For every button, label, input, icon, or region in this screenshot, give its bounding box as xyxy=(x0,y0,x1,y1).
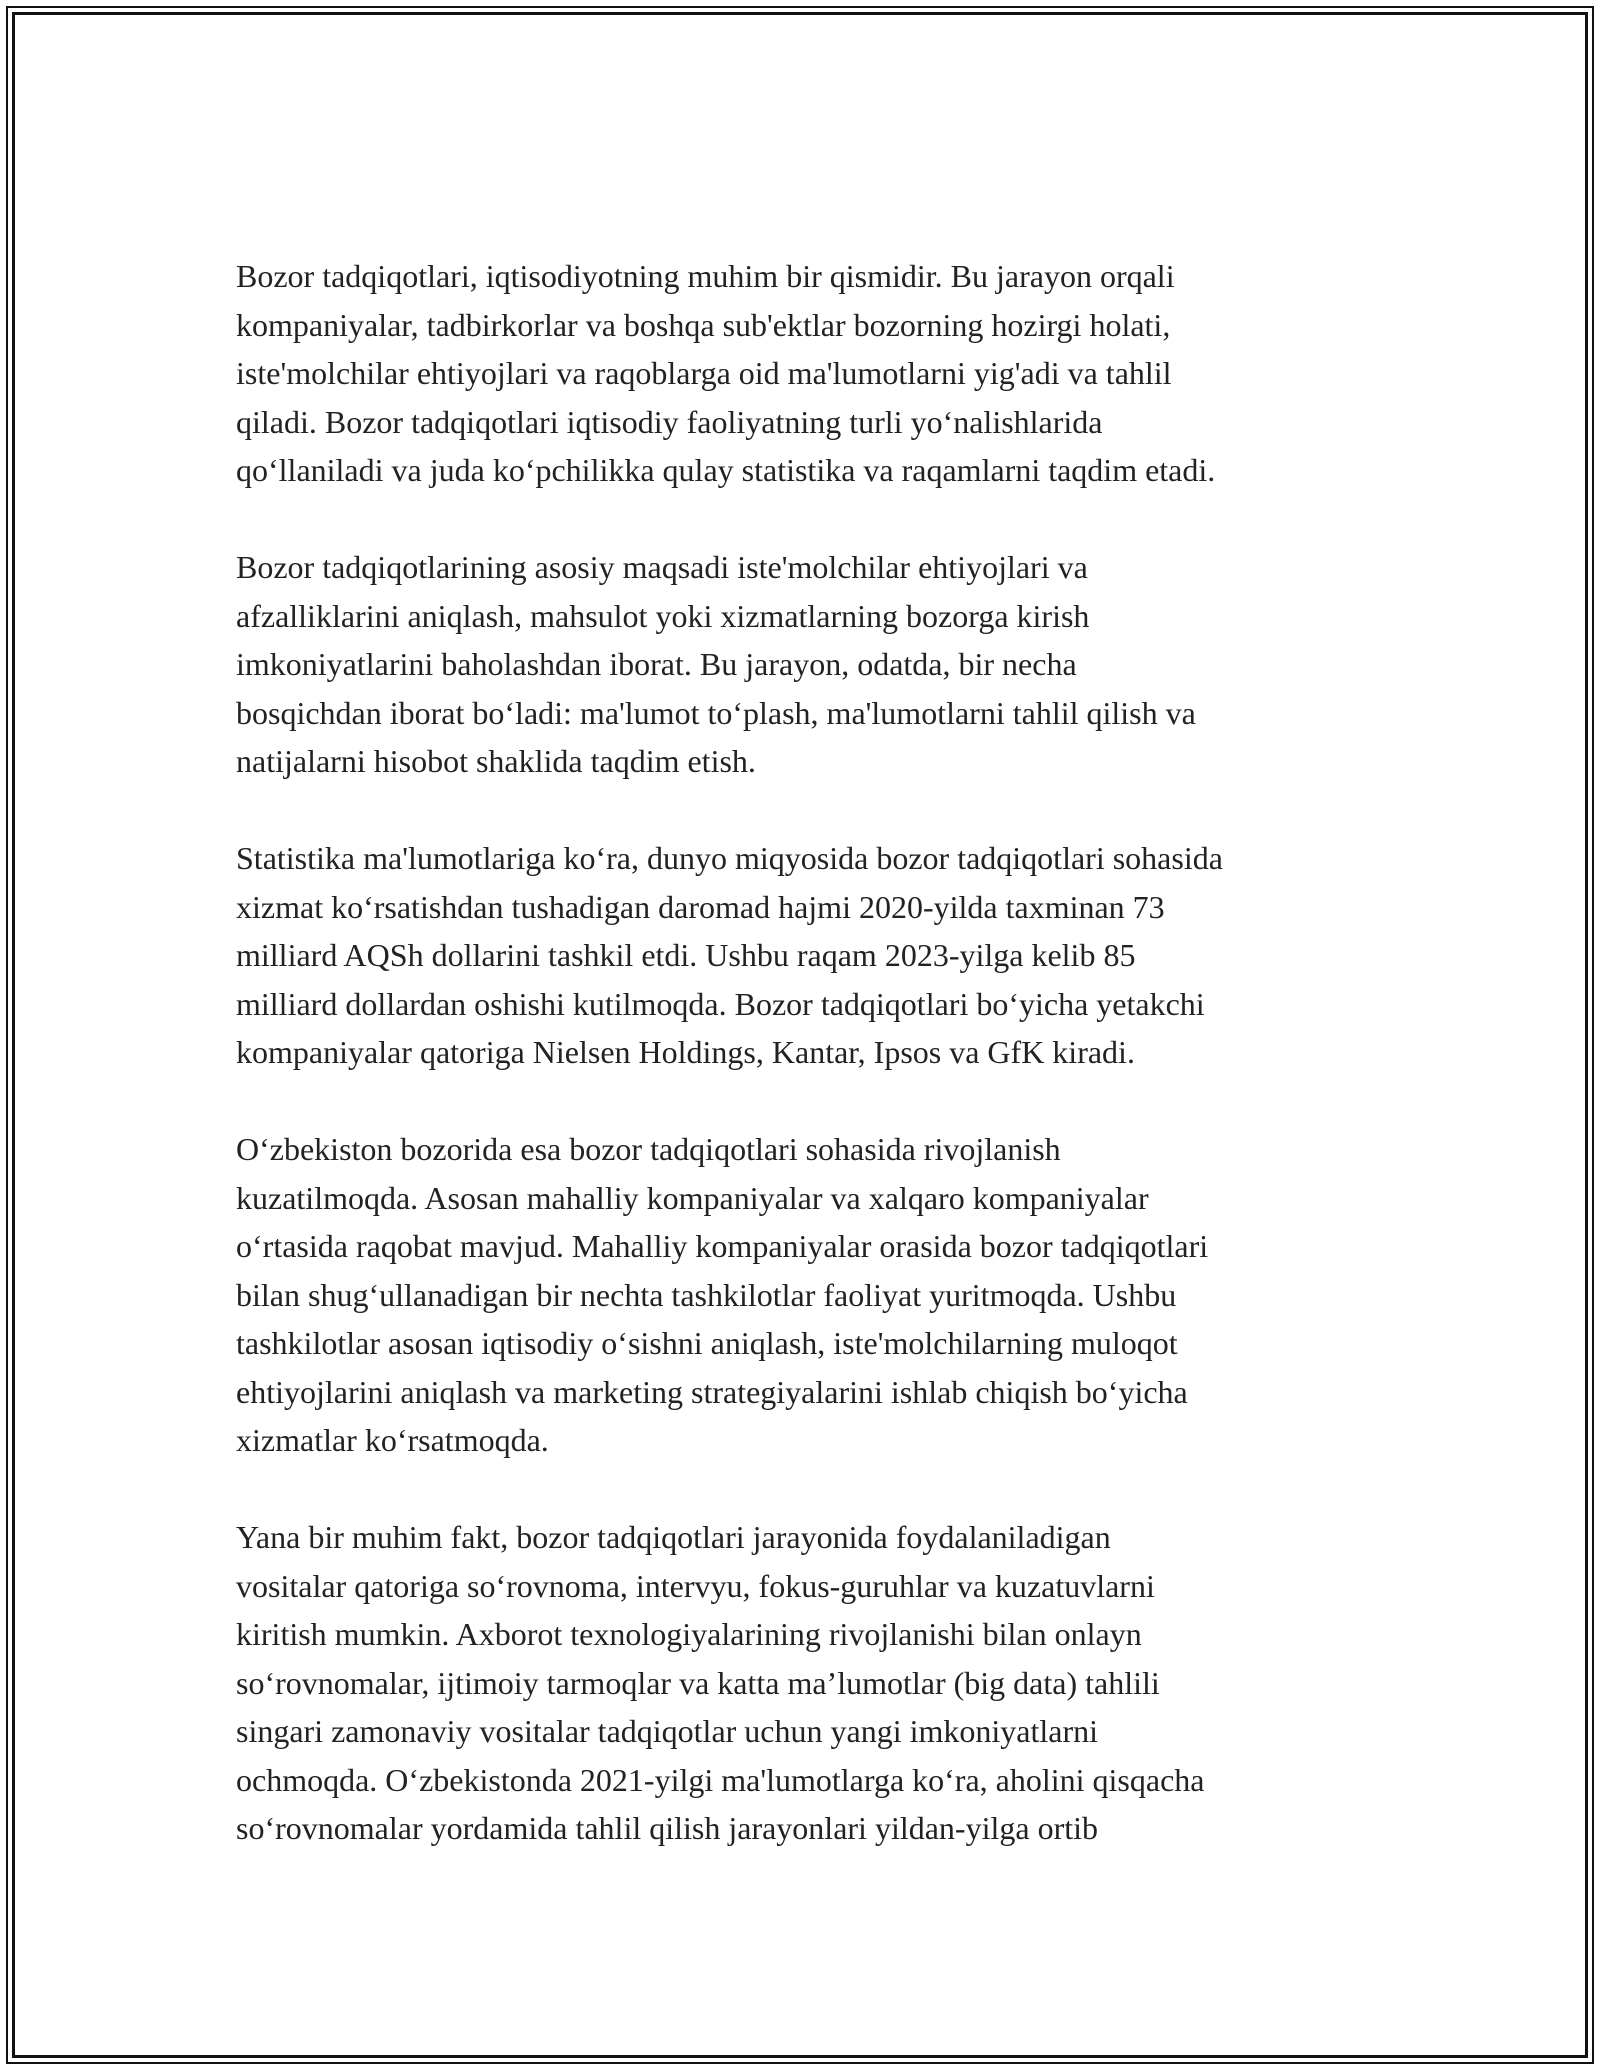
text-line: Statistika ma'lumotlariga ko‘ra, dunyo miqyosida bozor tadqiqotlari sohasida xyxy=(236,840,1223,876)
text-line: bosqichdan iborat bo‘ladi: ma'lumot to‘plash, ma'lumotlarni tahlil qilish va xyxy=(236,694,1196,731)
document-body xyxy=(236,252,1386,1901)
text-line: Bozor tadqiqotlari, iqtisodiyotning muhim bir qismidir. Bu jarayon orqali xyxy=(236,258,1175,294)
text-line: qiladi. Bozor tadqiqotlari iqtisodiy faoliyatning turli yo‘nalishlarida xyxy=(236,403,1103,440)
text-line: milliard AQSh dollarini tashkil etdi. Ushbu raqam 2023-yilga kelib 85 xyxy=(236,937,1136,973)
text-line: tashkilotlar asosan iqtisodiy o‘sishni aniqlash, iste'molchilarning muloqot xyxy=(236,1325,1178,1361)
text-line: o‘rtasida raqobat mavjud. Mahalliy kompaniyalar orasida bozor tadqiqotlari xyxy=(236,1228,1209,1264)
text-line: kompaniyalar qatoriga Nielsen Holdings, Kantar, Ipsos va GfK kiradi. xyxy=(236,1034,1135,1070)
text-line: Yana bir muhim fakt, bozor tadqiqotlari jarayonida foydalaniladigan xyxy=(236,1519,1111,1555)
text-line: Bozor tadqiqotlarining asosiy maqsadi iste'molchilar ehtiyojlari va xyxy=(236,549,1088,585)
text-line: iste'molchilar ehtiyojlari va raqoblarga oid ma'lumotlarni yig'adi va tahlil xyxy=(236,355,1172,391)
text-line: so‘rovnomalar, ijtimoiy tarmoqlar va katta ma’lumotlar (big data) tahlili xyxy=(236,1664,1160,1701)
text-line: bilan shug‘ullanadigan bir nechta tashkilotlar faoliyat yuritmoqda. Ushbu xyxy=(236,1276,1177,1313)
paragraph-2 xyxy=(236,543,1386,786)
text-line: milliard dollardan oshishi kutilmoqda. Bozor tadqiqotlari bo‘yicha yetakchi xyxy=(236,985,1205,1022)
text-line: vositalar qatoriga so‘rovnoma, intervyu, fokus-guruhlar va kuzatuvlarni xyxy=(236,1567,1155,1604)
paragraph-3 xyxy=(236,834,1386,1077)
text-line: singari zamonaviy vositalar tadqiqotlar uchun yangi imkoniyatlarni xyxy=(236,1713,1098,1749)
text-line: kiritish mumkin. Axborot texnologiyalarining rivojlanishi bilan onlayn xyxy=(236,1616,1142,1652)
text-line: so‘rovnomalar yordamida tahlil qilish jarayonlari yildan-yilga ortib xyxy=(236,1810,1098,1846)
paragraph-1 xyxy=(236,252,1386,495)
text-line: natijalarni hisobot shaklida taqdim etish. xyxy=(236,743,756,779)
text-line: O‘zbekiston bozorida esa bozor tadqiqotlari sohasida rivojlanish xyxy=(236,1131,1061,1167)
text-line: kompaniyalar, tadbirkorlar va boshqa sub'ektlar bozorning hozirgi holati, xyxy=(236,306,1171,343)
text-line: xizmat ko‘rsatishdan tushadigan daromad hajmi 2020-yilda taxminan 73 xyxy=(236,888,1165,925)
paragraph-5 xyxy=(236,1513,1386,1853)
text-line: imkoniyatlarini baholashdan iborat. Bu jarayon, odatda, bir necha xyxy=(236,646,1077,682)
text-line: qo‘llaniladi va juda ko‘pchilikka qulay statistika va raqamlarni taqdim etadi. xyxy=(236,452,1216,488)
text-line: xizmatlar ko‘rsatmoqda. xyxy=(236,1422,549,1458)
text-line: ehtiyojlarini aniqlash va marketing strategiyalarini ishlab chiqish bo‘yicha xyxy=(236,1373,1188,1410)
text-line: kuzatilmoqda. Asosan mahalliy kompaniyalar va xalqaro kompaniyalar xyxy=(236,1179,1149,1216)
text-line: ochmoqda. O‘zbekistonda 2021-yilgi ma'lumotlarga ko‘ra, aholini qisqacha xyxy=(236,1761,1205,1798)
paragraph-4 xyxy=(236,1125,1386,1465)
text-line: afzalliklarini aniqlash, mahsulot yoki xizmatlarning bozorga kirish xyxy=(236,597,1090,634)
